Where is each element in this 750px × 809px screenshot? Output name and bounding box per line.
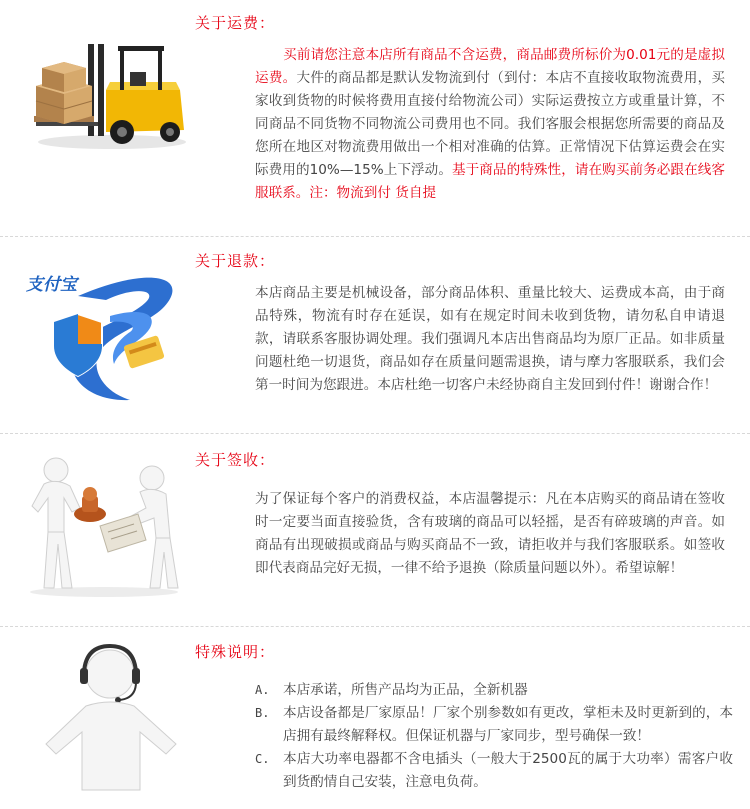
list-marker: B. — [255, 706, 270, 720]
alipay-logo-text: 支付宝 — [26, 275, 77, 294]
list-item — [255, 748, 733, 794]
list-item-text: 本店承诺，所售产品均为正品，全新机器 — [283, 682, 528, 698]
shipping-body: 大件的商品都是默认发物流到付（到付：本店不直接收取物流费用，买家收到货物的时候将费用直接付给物流公司）实际运费按立方或重量计算，不同商品不同货物不同物流公司费用也不同。我们客服会根据您所需要的商品及您所在地区对物流费用做出一个相对准确的估算。正常情况下估算运费会在实际费用的10%—15%上下浮动。 — [255, 70, 726, 178]
shipping-title: 关于运费： — [195, 14, 276, 32]
shipping-text — [255, 44, 725, 205]
section-divider — [0, 433, 750, 434]
section-divider — [0, 626, 750, 627]
handover-illustration — [20, 448, 188, 598]
special-title: 特殊说明： — [195, 643, 276, 661]
shipping-warning: 基于商品的特殊性，请在购买前务必跟在线客服联系。注：物流到付 货自提 — [255, 162, 725, 201]
list-item — [255, 679, 733, 702]
list-marker: A. — [255, 683, 270, 697]
receipt-title: 关于签收： — [195, 451, 276, 469]
shipping-notice: 买前请您注意本店所有商品不含运费，商品邮费所标价为0.01元的是虚拟运费。 — [255, 47, 725, 86]
list-item-text: 本店大功率电器都不含电插头（一般大于2500瓦的属于大功率）需客户收到货酌情自己安装，注意电负荷。 — [283, 751, 733, 790]
alipay-illustration — [18, 256, 190, 406]
receipt-body: 为了保证每个客户的消费权益，本店温馨提示：凡在本店购买的商品请在签收时一定要当面直接验货，含有玻璃的商品可以轻摇，是否有碎玻璃的声音。如商品有出现破损或商品与购买商品不一致，请拒收并与我们客服联系。如签收即代表商品完好无损，一律不给予退换（除质量问题以外）。希望谅解！ — [255, 491, 725, 576]
special-list — [255, 679, 733, 794]
forklift-illustration — [30, 38, 190, 150]
list-item — [255, 702, 733, 748]
section-divider — [0, 236, 750, 237]
special-list-wrap — [255, 679, 733, 794]
list-marker: C. — [255, 752, 270, 766]
refund-title: 关于退款： — [195, 252, 276, 270]
refund-body: 本店商品主要是机械设备，部分商品体积、重量比较大、运费成本高，由于商品特殊，物流有时存在延误，如有在规定时间未收到货物，请勿私自申请退款，请联系客服协调处理。我们强调凡本店出售商品均为原厂正品。如非质量问题杜绝一切退货，商品如存在质量问题需退换，请与摩力客服联系，我们会第一时间为您跟进。本店杜绝一切客户未经协商自主发回到付件！谢谢合作！ — [255, 285, 725, 393]
support-figure-illustration — [36, 640, 186, 809]
list-item-text: 本店设备都是厂家原品！厂家个别参数如有更改，掌柜未及时更新到的，本店拥有最终解释权。但保证机器与厂家同步，型号确保一致！ — [283, 705, 733, 744]
